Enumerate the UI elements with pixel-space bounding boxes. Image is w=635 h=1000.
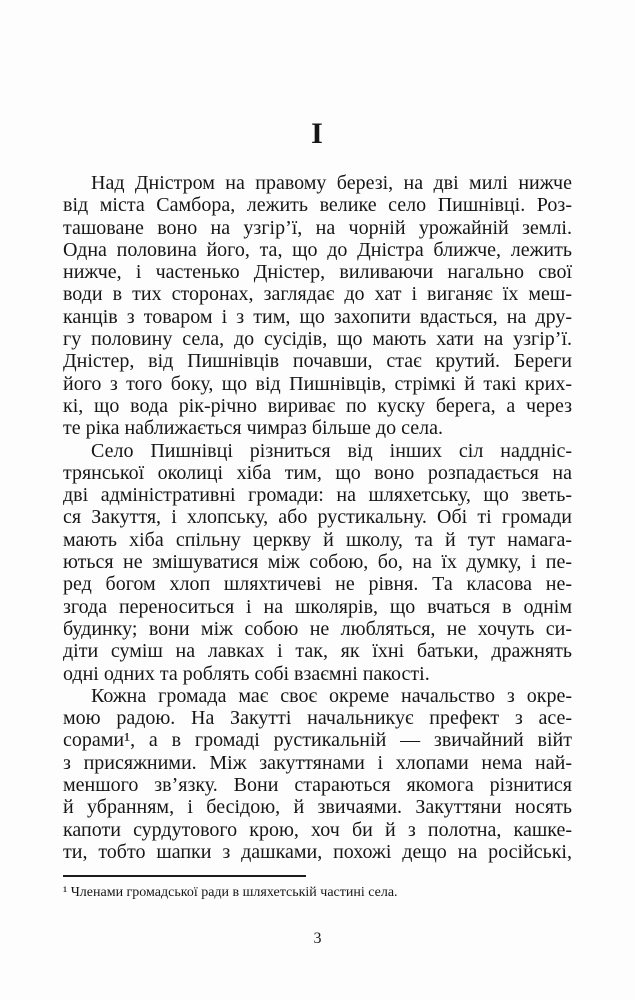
text-line: те ріка наближається чимраз більше до села. (63, 417, 443, 440)
text-line: гу половину села, до сусідів, що мають хати на узгір’ї. (63, 328, 572, 351)
footnote-marker: ¹ (63, 885, 68, 901)
text-line: мою радою. На Закутті начальникує префект з асе- (63, 707, 572, 730)
text-line: нижче, і частенько Дністер, виливаючи нагально свої (63, 261, 572, 284)
text-line: капоти сурдутового крою, хоч би й з полотна, кашке- (63, 818, 572, 841)
text-line: будинку; вони між собою не любляться, не хочуть си- (63, 617, 572, 640)
text-line: Село Пишнівці різниться від інших сіл наддніс- (91, 439, 572, 462)
text-line: Над Дністром на правому березі, на дві милі нижче (91, 172, 572, 194)
footnote (63, 884, 572, 901)
text-line: ються не змішуватися між собою, бо, на їх думку, і пе- (63, 551, 572, 574)
text-line: Кожна громада має своє окреме начальство з окре- (91, 684, 572, 707)
text-line: ти, тобто шапки з дашками, похожі дещо на російські, (63, 840, 572, 863)
text-line: його з того боку, що від Пишнівців, стрімкі й такі крих- (63, 372, 572, 395)
text-line: кі, що вода рік-річно вириває по куску берега, а через (63, 394, 572, 417)
text-line: сорами¹, а в громаді рустикальній — звичайний війт (63, 729, 572, 752)
text-line: діти суміш на лавках і так, як їхні батьки, дражнять (63, 640, 572, 663)
text-line: ташоване воно на узгір’ї, на чорній урожайній землі. (63, 216, 572, 239)
text-line: від міста Самбора, лежить велике село Пишнівці. Роз- (63, 194, 572, 217)
text-line: ся Закуття, і хлопську, або рустикальну. Обі ті громади (63, 506, 572, 529)
text-line: канців з товаром і з тим, що захопити вдасться, на дру- (63, 305, 572, 328)
text-line: й убранням, і бесідою, й звичаями. Закуттяни носять (63, 796, 572, 819)
text-line: Одна половина його, та, що до Дністра ближче, лежить (63, 238, 572, 261)
text-line: згода переноситься і на школярів, що вчаться в однім (63, 595, 572, 618)
body-text (63, 172, 572, 863)
text-line: води в тих сторонах, заглядає до хат і виганяє їх меш- (63, 283, 572, 306)
text-line: мають хіба спільну церкву й школу, та й тут намага- (63, 528, 572, 551)
text-line: з присяжними. Між закуттянами і хлопами нема най- (63, 751, 572, 774)
text-line: дві адміністративні громади: на шляхетську, що зветь- (63, 484, 572, 507)
text-line: Дністер, від Пишнівців почавши, стає крутий. Береги (63, 350, 572, 373)
footnote-divider (63, 875, 306, 877)
text-line: меншого зв’язку. Вони стараються якомога різнитися (63, 774, 572, 797)
chapter-heading: I (311, 117, 324, 150)
page-number: 3 (313, 930, 322, 948)
text-line: ред богом хлоп шляхтичеві не рівня. Та класова не- (63, 573, 572, 596)
footnote-text: Членами громадської ради в шляхетській частині села. (70, 885, 398, 901)
text-line: трянської околиці хіба тим, що воно розпадається на (63, 461, 572, 484)
text-line: одні одних та роблять собі взаємні пакості. (63, 662, 430, 685)
